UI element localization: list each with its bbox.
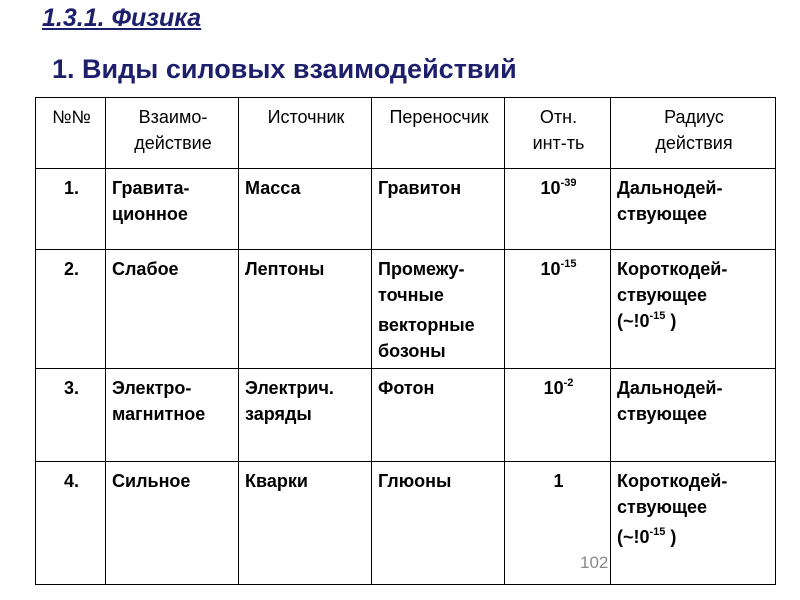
row-source: Электрич. заряды: [239, 369, 372, 462]
row-radius: Дальнодей- ствующее: [611, 169, 776, 250]
row-relative-intensity: $10^{-39}$: [505, 169, 611, 250]
row-carrier: Глюоны: [372, 462, 505, 585]
interactions-table: [35, 97, 776, 585]
row-radius: Короткодей- ствующее ($\sim!0^{-15}$ ): [611, 462, 776, 585]
row-relative-intensity: 1: [505, 462, 611, 585]
page-number: 102: [580, 553, 609, 572]
row-number: 3.: [36, 369, 106, 462]
row-interaction: Гравита- ционное: [106, 169, 239, 250]
header-relative-intensity: Отн. инт-ть: [505, 98, 611, 169]
row-carrier: Фотон: [372, 369, 505, 462]
row-number: 2.: [36, 250, 106, 369]
section-heading: 1.3.1. Физика: [42, 4, 202, 32]
row-carrier: Промежу- точные векторные бозоны: [372, 250, 505, 369]
header-carrier: Переносчик: [372, 98, 505, 169]
header-source: Источник: [239, 98, 372, 169]
table-row: [36, 169, 776, 250]
table-row: [36, 462, 776, 585]
table-row: [36, 250, 776, 369]
row-source: Кварки: [239, 462, 372, 585]
header-radius: Радиус действия: [611, 98, 776, 169]
row-number: 1.: [36, 169, 106, 250]
row-radius: Короткодей- ствующее ($\sim!0^{-15}$ ): [611, 250, 776, 369]
row-relative-intensity: $10^{-15}$: [505, 250, 611, 369]
row-interaction: Электро- магнитное: [106, 369, 239, 462]
table-header-row: [36, 98, 776, 169]
row-number: 4.: [36, 462, 106, 585]
row-source: Масса: [239, 169, 372, 250]
table-row: [36, 369, 776, 462]
row-radius: Дальнодей- ствующее: [611, 369, 776, 462]
row-source: Лептоны: [239, 250, 372, 369]
header-number: №№: [36, 98, 106, 169]
row-interaction: Сильное: [106, 462, 239, 585]
slide-title: 1. Виды силовых взаимодействий: [52, 54, 517, 84]
row-interaction: Слабое: [106, 250, 239, 369]
row-relative-intensity: $10^{-2}$: [505, 369, 611, 462]
header-interaction: Взаимо- действие: [106, 98, 239, 169]
row-carrier: Гравитон: [372, 169, 505, 250]
